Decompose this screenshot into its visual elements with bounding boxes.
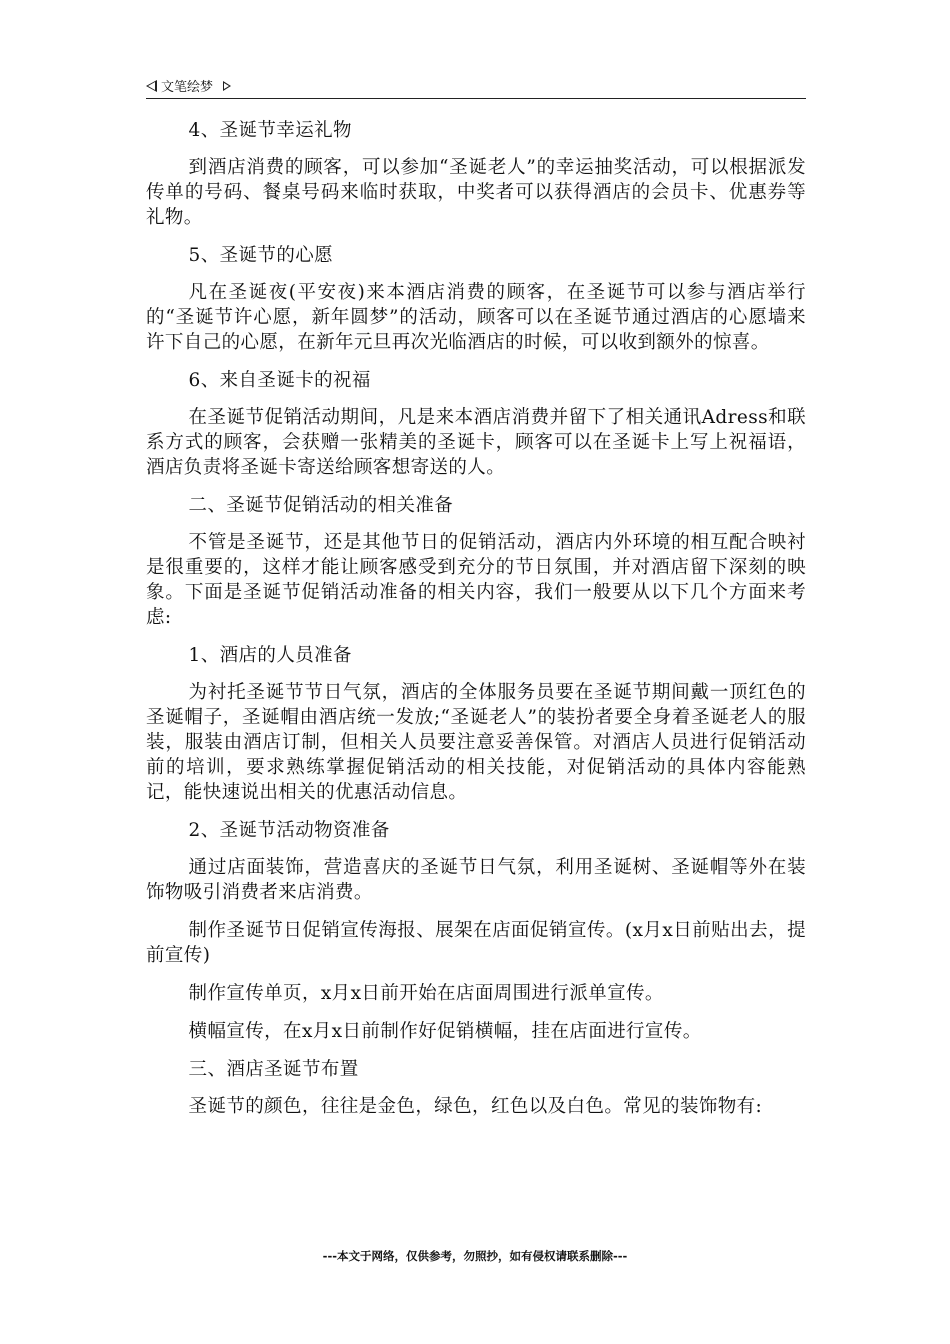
body-paragraph: 凡在圣诞夜(平安夜)来本酒店消费的顾客，在圣诞节可以参与酒店举行的“圣诞节许心愿，新年圆梦”的活动，顾客可以在圣诞节通过酒店的心愿墙来许下自己的心愿，在新年元旦再次光临酒店的时候，可以收到额外的惊喜。 <box>146 282 806 353</box>
section-heading: 5、圣诞节的心愿 <box>188 245 334 266</box>
triangle-left-icon <box>146 80 157 92</box>
body-paragraph: 在圣诞节促销活动期间，凡是来本酒店消费并留下了相关通讯Adress和联系方式的顾客，会获赠一张精美的圣诞卡，顾客可以在圣诞卡上写上祝福语，酒店负责将圣诞卡寄送给顾客想寄送的人。 <box>146 407 806 478</box>
body-paragraph: 圣诞节的颜色，往往是金色，绿色，红色以及白色。常见的装饰物有: <box>188 1096 763 1117</box>
header-brand-text: 文笔绘梦 <box>161 80 214 95</box>
section-heading: 2、圣诞节活动物资准备 <box>188 820 390 841</box>
section-heading: 1、酒店的人员准备 <box>188 645 352 666</box>
body-paragraph: 制作宣传单页，x月x日前开始在店面周围进行派单宣传。 <box>188 983 664 1004</box>
body-paragraph: 不管是圣诞节，还是其他节日的促销活动，酒店内外环境的相互配合映衬是很重要的，这样才能让顾客感受到充分的节日氛围，并对酒店留下深刻的映象。下面是圣诞节促销活动准备的相关内容，我们一般要从以下几个方面来考虑: <box>146 532 806 628</box>
header-divider <box>146 98 806 99</box>
page-footer: ---本文于网络，仅供参考，勿照抄，如有侵权请联系删除--- <box>322 1249 628 1263</box>
document-body <box>146 118 806 1132</box>
body-paragraph: 为衬托圣诞节节日气氛，酒店的全体服务员要在圣诞节期间戴一顶红色的圣诞帽子，圣诞帽由酒店统一发放;“圣诞老人”的装扮者要全身着圣诞老人的服装，服装由酒店订制，但相关人员要注意妥善保管。对酒店人员进行促销活动前的培训，要求熟练掌握促销活动的相关技能，对促销活动的具体内容能熟记，能快速说出相关的优惠活动信息。 <box>146 682 806 803</box>
triangle-right-icon <box>223 81 231 91</box>
section-heading: 4、圣诞节幸运礼物 <box>188 120 352 141</box>
body-paragraph: 到酒店消费的顾客，可以参加“圣诞老人”的幸运抽奖活动，可以根据派发传单的号码、餐桌号码来临时获取，中奖者可以获得酒店的会员卡、优惠券等礼物。 <box>146 157 806 228</box>
body-paragraph: 制作圣诞节日促销宣传海报、展架在店面促销宣传。(x月x日前贴出去，提前宣传) <box>146 920 806 966</box>
section-heading: 6、来自圣诞卡的祝福 <box>188 370 371 391</box>
body-paragraph: 横幅宣传，在x月x日前制作好促销横幅，挂在店面进行宣传。 <box>188 1021 702 1042</box>
section-heading: 三、酒店圣诞节布置 <box>188 1059 359 1080</box>
page-header <box>146 76 806 100</box>
header-brand <box>146 76 806 95</box>
body-paragraph: 通过店面装饰，营造喜庆的圣诞节日气氛，利用圣诞树、圣诞帽等外在装饰物吸引消费者来店消费。 <box>146 857 806 903</box>
section-heading: 二、圣诞节促销活动的相关准备 <box>188 495 454 516</box>
